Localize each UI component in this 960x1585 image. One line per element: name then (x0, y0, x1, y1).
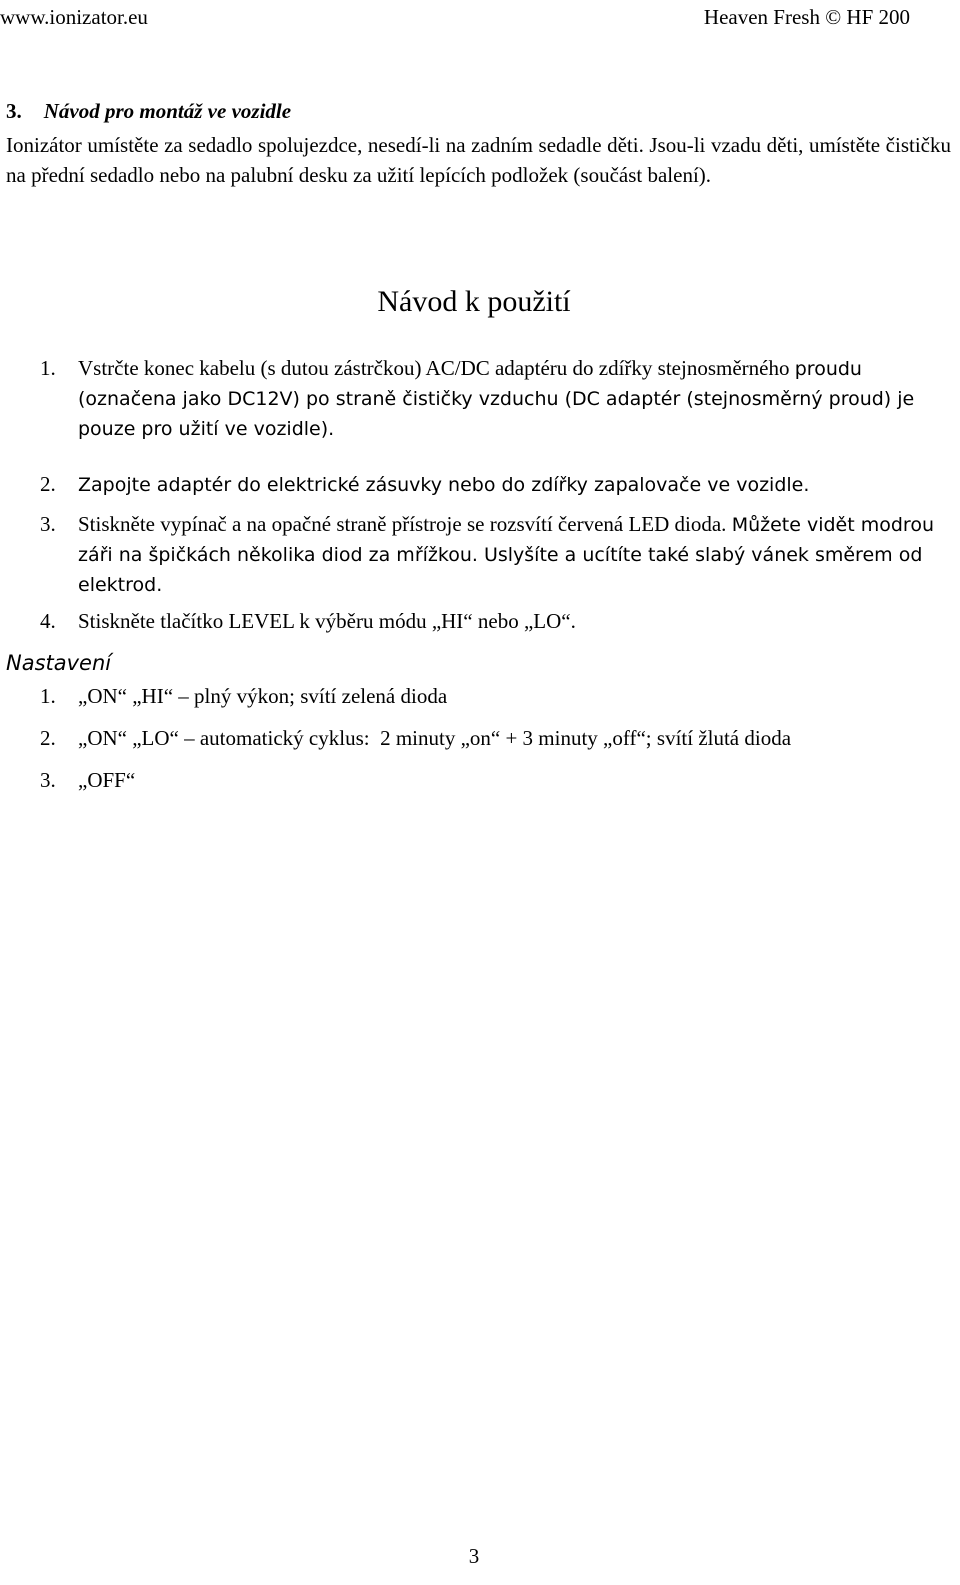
settings-text: „ON“ „LO“ – automatický cyklus: 2 minuty „on“ + 3 minuty „off“; svítí žlutá dioda (78, 726, 792, 750)
settings-list (0, 682, 950, 808)
step-text: Stiskněte vypínač a na opačné straně přístroje se rozsvítí červená LED dioda. (78, 512, 732, 536)
usage-title: Návod k použití (377, 285, 571, 318)
usage-step-1 (0, 354, 950, 470)
step-marker: 4. (40, 609, 56, 633)
step-marker: 1. (40, 356, 56, 380)
section-paragraph: Ionizátor umístěte za sedadlo spolujezdce, nesedí-li na zadním sedadle děti. Jsou-li vzadu děti, umístěte čističku na přední sedadlo nebo na palubní desku za užití lepících podložek (součást balení). (6, 133, 951, 187)
step-marker: 2. (40, 472, 56, 496)
step-text: Můžete vidět modrou záři na špičkách několika diod za mřížkou. Uslyšíte a ucítíte také slabý vánek směrem od elektrod. (78, 514, 934, 596)
step-text: Zapojte adaptér do elektrické zásuvky nebo do zdířky zapalovače ve vozidle. (78, 474, 810, 496)
page-number: 3 (468, 1544, 480, 1568)
settings-item-2 (0, 724, 950, 766)
section-heading (6, 98, 291, 124)
usage-step-4 (0, 607, 950, 647)
step-marker: 3. (40, 512, 56, 536)
settings-title: Nastavení (6, 651, 112, 675)
usage-step-3 (0, 510, 950, 607)
step-text: proudu (označena jako DC12V) po straně čističky vzduchu (DC adaptér (stejnosměrný proud) je pouze pro užití ve vozidle). (78, 358, 915, 440)
settings-item-3 (0, 766, 950, 808)
section-number: 3. (6, 99, 22, 123)
step-text: Vstrčte konec kabelu (s dutou zástrčkou) AC/DC adaptéru do zdířky stejnosměrného (78, 356, 795, 380)
settings-marker: 2. (40, 726, 56, 750)
section-title: Návod pro montáž ve vozidle (43, 99, 292, 123)
settings-item-1 (0, 682, 950, 724)
header-website: www.ionizator.eu (0, 5, 148, 29)
settings-marker: 1. (40, 684, 56, 708)
usage-step-2 (0, 470, 950, 510)
settings-text: „ON“ „HI“ – plný výkon; svítí zelená dioda (78, 684, 448, 708)
step-text: Stiskněte tlačítko LEVEL k výběru módu „HI“ nebo „LO“. (78, 609, 576, 633)
usage-steps (0, 354, 950, 647)
header-product: Heaven Fresh © HF 200 (703, 5, 910, 29)
settings-text: „OFF“ (78, 768, 136, 792)
settings-marker: 3. (40, 768, 56, 792)
